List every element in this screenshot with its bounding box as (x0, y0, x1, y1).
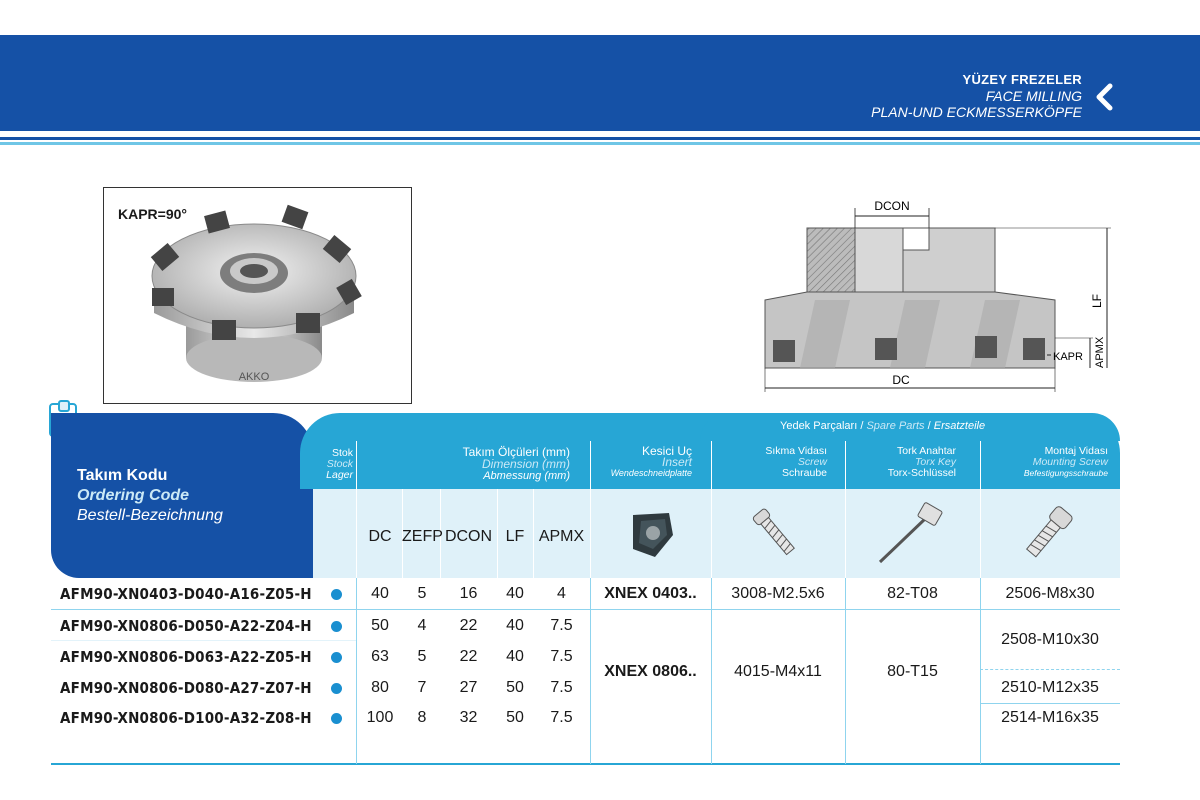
value-dcon: 22 (459, 617, 478, 634)
brand-engraving: AKKO (238, 371, 270, 383)
insert-icon (623, 505, 679, 561)
header-rule-light (0, 142, 1200, 145)
section-title (871, 72, 1082, 120)
value-lf: 50 (506, 679, 524, 696)
apmx-label: APMX (1094, 336, 1106, 368)
insert-code-a: XNEX 0403.. (604, 585, 697, 602)
mount-tr: Montaj Vidası (1044, 445, 1108, 457)
key-de: Torx-Schlüssel (887, 467, 956, 479)
ordering-code-tr: Takım Kodu (77, 467, 168, 484)
col-dc: DC (368, 528, 392, 545)
mounting-screw-header (980, 446, 1108, 479)
ordering-code: AFM90-XN0806-D050-A22-Z04-H (60, 617, 312, 635)
value-zefp: 8 (417, 709, 427, 726)
header-rule-dark (0, 137, 1200, 140)
screw-code-b: 4015-M4x11 (734, 663, 822, 680)
ordering-code-title (77, 466, 223, 526)
product-photo (103, 187, 412, 404)
mount-code-3: 2510-M12x35 (1001, 679, 1099, 696)
value-dcon: 16 (459, 585, 478, 602)
spare-de: Ersatzteile (933, 420, 986, 432)
value-zefp: 5 (417, 585, 427, 602)
col-dcon: DCON (444, 528, 493, 545)
kapr-label: KAPR=90° (118, 206, 188, 222)
col-apmx: APMX (538, 528, 585, 545)
key-en: Torx Key (914, 456, 956, 468)
screw-icon (745, 503, 805, 563)
lf-label: LF (1090, 293, 1104, 308)
section-title-en: FACE MILLING (985, 88, 1082, 104)
stock-en: Stock (326, 458, 353, 470)
mount-de: Befestigungsschraube (1023, 468, 1108, 478)
screw-header (712, 446, 827, 479)
value-apmx: 7.5 (550, 679, 573, 696)
mount-en: Mounting Screw (1032, 456, 1108, 468)
stock-dot-icon (331, 713, 342, 724)
screw-tr: Sıkma Vidası (765, 445, 827, 457)
ordering-code: AFM90-XN0403-D040-A16-Z05-H (60, 585, 312, 603)
value-apmx: 7.5 (550, 709, 573, 726)
stock-dot-icon (331, 652, 342, 663)
value-lf: 50 (506, 709, 524, 726)
value-lf: 40 (506, 648, 524, 665)
ordering-code: AFM90-XN0806-D080-A27-Z07-H (60, 679, 312, 697)
ordering-code-en: Ordering Code (77, 487, 190, 504)
row-divider (711, 609, 1120, 610)
stock-dot-icon (331, 589, 342, 600)
insert-header (590, 446, 692, 479)
value-zefp: 4 (417, 617, 427, 634)
spare-slash: / (860, 420, 864, 432)
ordering-code-de: Bestell-Bezeichnung (77, 507, 223, 524)
column-divider (356, 578, 357, 764)
stock-dot-icon (331, 683, 342, 694)
key-code-b: 80-T15 (887, 663, 938, 680)
ordering-code: AFM90-XN0806-D063-A22-Z05-H (60, 648, 312, 666)
key-tr: Tork Anahtar (897, 445, 956, 457)
ordering-code: AFM90-XN0806-D100-A32-Z08-H (60, 709, 312, 727)
header-divider (845, 441, 846, 578)
dc-label: DC (892, 373, 910, 387)
stock-de: Lager (326, 469, 353, 481)
col-zefp: ZEFP (402, 528, 443, 545)
insert-de: Wendeschneidplatte (610, 468, 692, 478)
spare-parts-title (780, 420, 985, 432)
table-bottom-rule (51, 763, 1120, 765)
value-apmx: 7.5 (550, 648, 573, 665)
dimensions-header (420, 446, 570, 482)
value-lf: 40 (506, 585, 524, 602)
spare-tr: Yedek Parçaları (780, 420, 858, 432)
dims-de: Abmessung (mm) (483, 470, 570, 482)
header-divider (980, 441, 981, 578)
header-divider (711, 441, 712, 578)
row-divider (980, 669, 1120, 671)
insert-en: Insert (661, 455, 692, 469)
row-divider (980, 703, 1120, 704)
value-apmx: 7.5 (550, 617, 573, 634)
insert-tr: Kesici Uç (641, 444, 692, 458)
value-dc: 80 (371, 679, 389, 696)
screw-code-a: 3008-M2.5x6 (731, 585, 825, 602)
dims-tr: Takım Ölçüleri (mm) (462, 445, 570, 459)
stock-tr: Stok (331, 447, 353, 459)
key-code-a: 82-T08 (887, 585, 938, 602)
stock-header (313, 448, 353, 481)
screw-de: Schraube (782, 467, 827, 479)
section-title-tr: YÜZEY FREZELER (962, 72, 1082, 87)
value-dc: 100 (366, 709, 394, 726)
value-dcon: 27 (459, 679, 478, 696)
section-title-de: PLAN-UND ECKMESSERKÖPFE (871, 104, 1082, 120)
mounting-screw-icon (1018, 503, 1078, 563)
kapr-drawing-label: KAPR (1053, 351, 1083, 363)
value-dc: 63 (371, 648, 389, 665)
row-divider (51, 640, 356, 641)
spare-slash-2: / (927, 420, 931, 432)
screw-en: Screw (797, 456, 827, 468)
dims-en: Dimension (mm) (481, 457, 570, 471)
value-dcon: 32 (459, 709, 478, 726)
mount-code-4: 2514-M16x35 (1001, 709, 1099, 726)
torx-key-header (846, 446, 956, 479)
dcon-label: DCON (874, 199, 910, 213)
value-dc: 50 (371, 617, 389, 634)
value-lf: 40 (506, 617, 524, 634)
torx-key-icon (868, 500, 948, 570)
insert-code-b: XNEX 0806.. (604, 663, 697, 680)
row-divider (51, 609, 711, 610)
mount-code-2: 2508-M10x30 (1001, 631, 1099, 648)
milling-cutter-image (104, 188, 410, 402)
header-divider (590, 441, 591, 578)
value-zefp: 5 (417, 648, 427, 665)
column-divider (980, 578, 981, 764)
value-zefp: 7 (417, 679, 427, 696)
spare-en: Spare Parts (866, 420, 925, 432)
folder-tab-inner (58, 400, 70, 412)
value-dc: 40 (371, 585, 389, 602)
header-divider (356, 441, 357, 578)
chevron-left-icon[interactable] (1090, 80, 1120, 114)
col-lf: LF (505, 528, 525, 545)
technical-drawing (755, 190, 1115, 400)
mount-code-1: 2506-M8x30 (1005, 585, 1095, 602)
stock-dot-icon (331, 621, 342, 632)
value-apmx: 4 (557, 585, 566, 602)
value-dcon: 22 (459, 648, 478, 665)
